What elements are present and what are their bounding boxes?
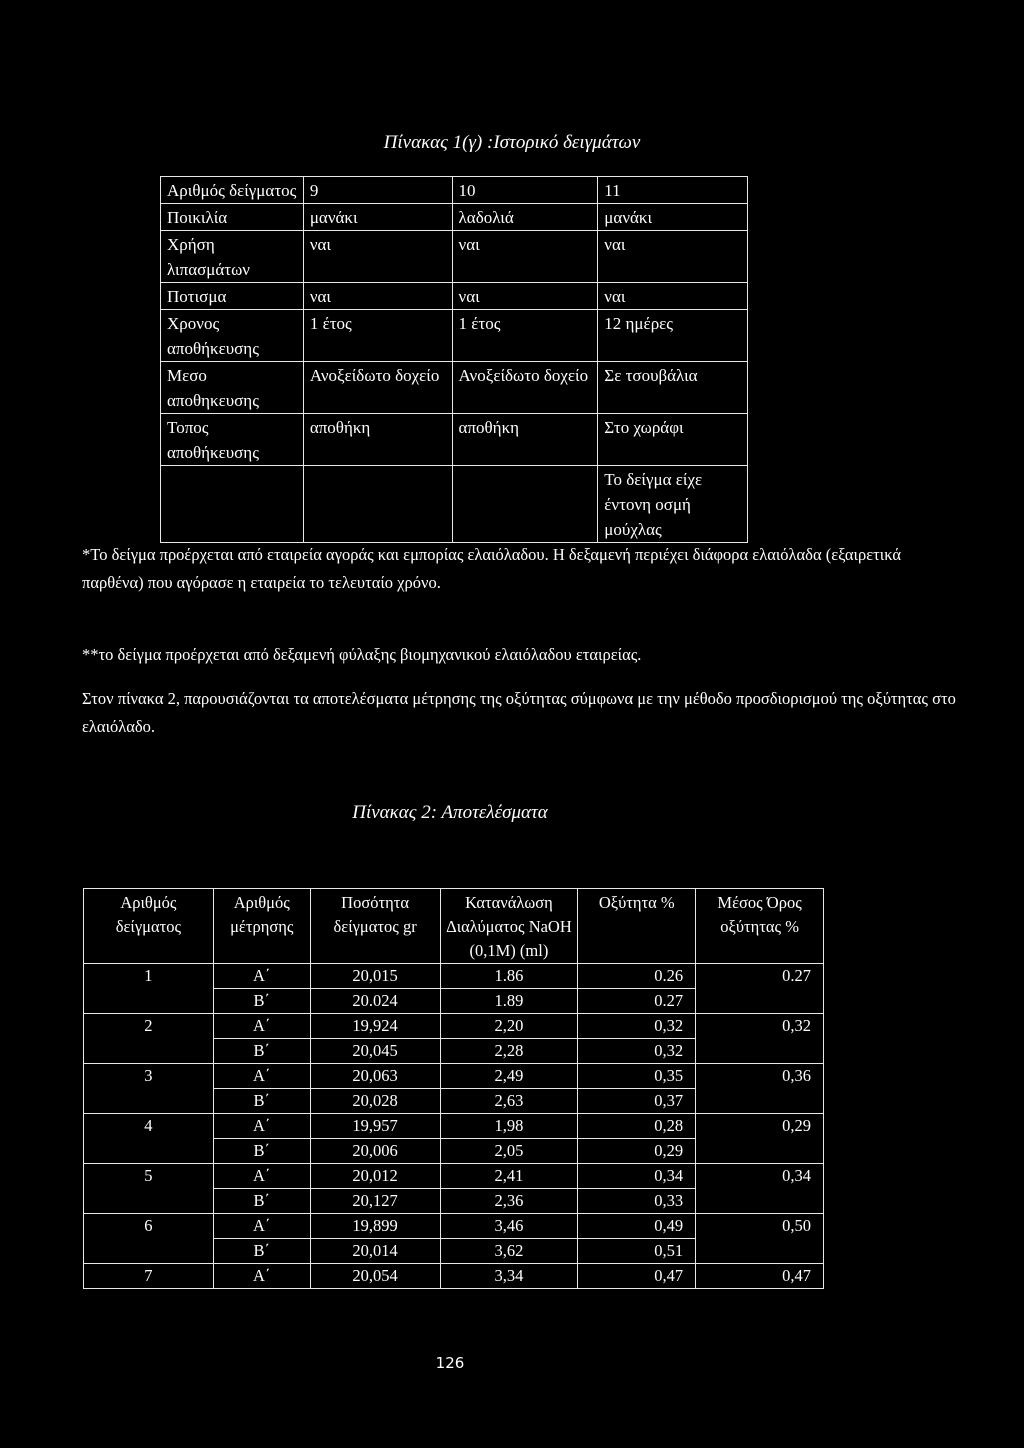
history-cell: ναι <box>452 231 598 283</box>
history-row-label: Ποτισμα <box>161 283 304 310</box>
intro-paragraph: Στον πίνακα 2, παρουσιάζονται τα αποτελέσματα μέτρησης της οξύτητας σύμφωνα με την μέθοδο προσδιορισμού της οξύτητας στο ελαιόλαδο. <box>82 689 956 736</box>
acidity: 0,47 <box>578 1264 696 1289</box>
results-header-cell: Μέσος Όρος οξύτητας % <box>696 889 824 964</box>
history-cell: 11 <box>598 177 748 204</box>
history-row-label: Χρονος αποθήκευσης <box>161 310 304 362</box>
page-number: 126 <box>435 1354 465 1372</box>
measurement-label: A΄ <box>213 1264 310 1289</box>
sample-number: 6 <box>84 1214 214 1264</box>
history-row <box>161 204 748 231</box>
table-row <box>84 1114 824 1139</box>
sample-number: 2 <box>84 1014 214 1064</box>
history-cell: ναι <box>598 231 748 283</box>
measurement-label: B΄ <box>213 1039 310 1064</box>
measurement-label: B΄ <box>213 1089 310 1114</box>
sample-number: 7 <box>84 1264 214 1289</box>
sample-mass: 20,127 <box>310 1189 440 1214</box>
naoh-consumption: 2,20 <box>440 1014 578 1039</box>
table-row <box>84 1164 824 1189</box>
acidity: 0,32 <box>578 1039 696 1064</box>
acidity: 0,33 <box>578 1189 696 1214</box>
measurement-label: A΄ <box>213 964 310 989</box>
sample-mass: 20,045 <box>310 1039 440 1064</box>
history-cell: 9 <box>303 177 452 204</box>
history-cell: λαδολιά <box>452 204 598 231</box>
measurement-label: B΄ <box>213 1239 310 1264</box>
history-cell: μανάκι <box>303 204 452 231</box>
history-row <box>161 362 748 414</box>
acidity: 0,37 <box>578 1089 696 1114</box>
acidity: 0.26 <box>578 964 696 989</box>
acidity: 0,51 <box>578 1239 696 1264</box>
acidity: 0,29 <box>578 1139 696 1164</box>
mean-acidity: 0,34 <box>696 1164 824 1214</box>
sample-mass: 20.024 <box>310 989 440 1014</box>
sample-mass: 20,015 <box>310 964 440 989</box>
measurement-label: A΄ <box>213 1014 310 1039</box>
history-cell: 10 <box>452 177 598 204</box>
history-cell: αποθήκη <box>303 414 452 466</box>
history-cell: ναι <box>303 283 452 310</box>
acidity: 0,49 <box>578 1214 696 1239</box>
note-2: **το δείγμα προέρχεται από δεξαμενή φύλαξης βιομηχανικού ελαιόλαδου εταιρείας. <box>82 645 642 664</box>
history-cell: 1 έτος <box>452 310 598 362</box>
mean-acidity: 0,29 <box>696 1114 824 1164</box>
history-row-label <box>161 466 304 543</box>
mean-acidity: 0,36 <box>696 1064 824 1114</box>
history-row-label: Αριθμός δείγματος <box>161 177 304 204</box>
acidity: 0,32 <box>578 1014 696 1039</box>
naoh-consumption: 2,05 <box>440 1139 578 1164</box>
acidity: 0,28 <box>578 1114 696 1139</box>
acidity: 0,34 <box>578 1164 696 1189</box>
sample-mass: 20,012 <box>310 1164 440 1189</box>
history-cell: Σε τσουβάλια <box>598 362 748 414</box>
results-header-cell: Οξύτητα % <box>578 889 696 964</box>
measurement-label: A΄ <box>213 1214 310 1239</box>
sample-number: 5 <box>84 1164 214 1214</box>
results-header-cell: Αριθμός δείγματος <box>84 889 214 964</box>
sample-mass: 20,014 <box>310 1239 440 1264</box>
measurement-label: B΄ <box>213 989 310 1014</box>
history-cell <box>303 466 452 543</box>
sample-mass: 19,924 <box>310 1014 440 1039</box>
history-cell: ναι <box>303 231 452 283</box>
table-row <box>84 1014 824 1039</box>
history-row <box>161 414 748 466</box>
note-1: *Το δείγμα προέρχεται από εταιρεία αγοράς και εμπορίας ελαιόλαδου. Η δεξαμενή περιέχει διάφορα ελαιόλαδα (εξαιρετικά παρθένα) που αγόρασε η εταιρεία το τελευταίο χρόνο. <box>82 545 902 592</box>
sample-history-table <box>160 176 748 543</box>
history-cell: Ανοξείδωτο δοχείο <box>303 362 452 414</box>
table-row <box>84 1214 824 1239</box>
naoh-consumption: 1,98 <box>440 1114 578 1139</box>
sample-mass: 19,957 <box>310 1114 440 1139</box>
mean-acidity: 0,47 <box>696 1264 824 1289</box>
sample-number: 3 <box>84 1064 214 1114</box>
naoh-consumption: 2,63 <box>440 1089 578 1114</box>
sample-mass: 20,028 <box>310 1089 440 1114</box>
sample-number: 4 <box>84 1114 214 1164</box>
results-header-cell: Κατανάλωση Διαλύματος NaOH (0,1M) (ml) <box>440 889 578 964</box>
history-row <box>161 177 748 204</box>
history-cell: ναι <box>598 283 748 310</box>
history-row <box>161 466 748 543</box>
measurement-label: A΄ <box>213 1114 310 1139</box>
naoh-consumption: 3,34 <box>440 1264 578 1289</box>
measurement-label: B΄ <box>213 1189 310 1214</box>
history-row-label: Χρήση λιπασμάτων <box>161 231 304 283</box>
acidity: 0.27 <box>578 989 696 1014</box>
history-cell <box>452 466 598 543</box>
sample-mass: 20,006 <box>310 1139 440 1164</box>
mean-acidity: 0.27 <box>696 964 824 1014</box>
history-row-label: Τοπος αποθήκευσης <box>161 414 304 466</box>
acidity: 0,35 <box>578 1064 696 1089</box>
table-row <box>84 964 824 989</box>
table-row <box>84 1264 824 1289</box>
history-row-label: Ποικιλία <box>161 204 304 231</box>
history-cell: 12 ημέρες <box>598 310 748 362</box>
mean-acidity: 0,32 <box>696 1014 824 1064</box>
sample-mass: 20,063 <box>310 1064 440 1089</box>
measurement-label: A΄ <box>213 1164 310 1189</box>
history-row-label: Μεσο αποθηκευσης <box>161 362 304 414</box>
results-header-cell: Ποσότητα δείγματος gr <box>310 889 440 964</box>
measurement-label: B΄ <box>213 1139 310 1164</box>
history-cell: Στο χωράφι <box>598 414 748 466</box>
mean-acidity: 0,50 <box>696 1214 824 1264</box>
results-table <box>83 888 824 1289</box>
naoh-consumption: 2,28 <box>440 1039 578 1064</box>
table2-caption: Πίνακας 2: Αποτελέσματα <box>352 802 548 823</box>
history-row <box>161 283 748 310</box>
history-cell: μανάκι <box>598 204 748 231</box>
history-cell: ναι <box>452 283 598 310</box>
table1-caption: Πίνακας 1(γ) :Ιστορικό δειγμάτων <box>383 132 641 153</box>
history-cell: αποθήκη <box>452 414 598 466</box>
sample-mass: 19,899 <box>310 1214 440 1239</box>
naoh-consumption: 2,49 <box>440 1064 578 1089</box>
history-cell: Ανοξείδωτο δοχείο <box>452 362 598 414</box>
table-row <box>84 1064 824 1089</box>
results-header-cell: Αριθμός μέτρησης <box>213 889 310 964</box>
history-row <box>161 310 748 362</box>
naoh-consumption: 1.86 <box>440 964 578 989</box>
naoh-consumption: 1.89 <box>440 989 578 1014</box>
sample-number: 1 <box>84 964 214 1014</box>
measurement-label: A΄ <box>213 1064 310 1089</box>
history-cell: Το δείγμα είχε έντονη οσμή μούχλας <box>598 466 748 543</box>
history-cell: 1 έτος <box>303 310 452 362</box>
naoh-consumption: 2,41 <box>440 1164 578 1189</box>
naoh-consumption: 2,36 <box>440 1189 578 1214</box>
naoh-consumption: 3,62 <box>440 1239 578 1264</box>
naoh-consumption: 3,46 <box>440 1214 578 1239</box>
history-row <box>161 231 748 283</box>
sample-mass: 20,054 <box>310 1264 440 1289</box>
